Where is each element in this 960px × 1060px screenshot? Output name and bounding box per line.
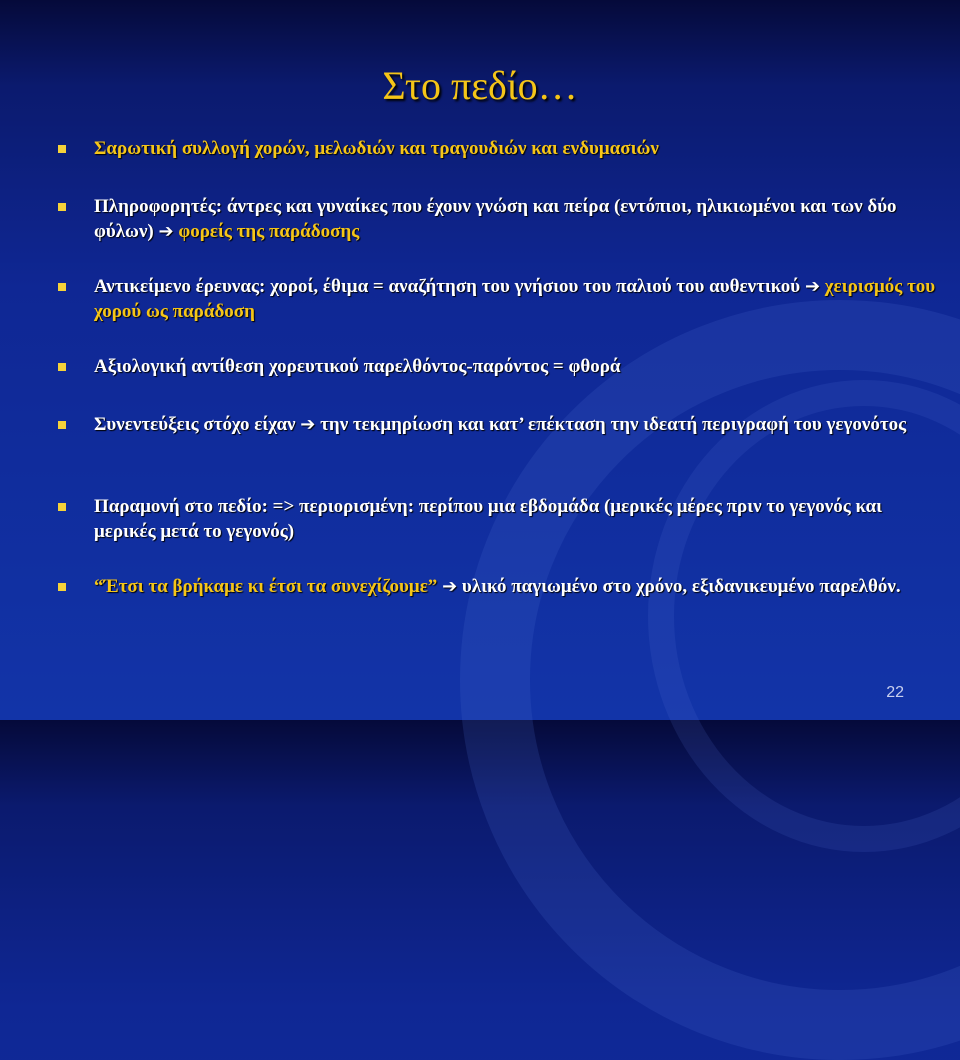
square-bullet-icon (58, 583, 66, 591)
bullet-item (58, 494, 944, 544)
square-bullet-icon (58, 203, 66, 211)
right-arrow-icon: ➔ (804, 276, 821, 297)
bullet-highlight: χειρισμός του χορού ως παράδοση (94, 276, 936, 322)
bullet-item (58, 412, 944, 437)
square-bullet-icon (58, 145, 66, 153)
right-arrow-icon: ➔ (442, 576, 458, 597)
background-swoosh-inner (648, 380, 960, 852)
square-bullet-icon (58, 283, 66, 291)
bullet-text: Αντικείμενο έρευνας: χοροί, έθιμα = αναζήτηση του γνήσιου του παλιού του αυθεντικού (94, 276, 805, 297)
square-bullet-icon (58, 363, 66, 371)
bullet-item (58, 136, 944, 161)
bullet-text: Συνεντεύξεις στόχο είχαν (94, 414, 301, 435)
bullet-highlight: φορείς της παράδοσης (173, 221, 360, 242)
right-arrow-icon: ➔ (300, 414, 316, 435)
bullet-item (58, 274, 944, 324)
bullet-text-cont: υλικό παγιωμένο στο χρόνο, εξιδανικευμένο παρελθόν. (457, 576, 901, 597)
page-number: 22 (886, 684, 904, 701)
slide-title: Στο πεδίο… (382, 63, 578, 108)
bullet-item (58, 354, 944, 379)
bullet-item (58, 574, 944, 599)
bullet-text: Σαρωτική συλλογή χορών, μελωδιών και τραγουδιών και ενδυμασιών (94, 138, 659, 159)
bullet-text-cont: την τεκμηρίωση και κατ’ επέκταση την ιδεατή περιγραφή του γεγονότος (315, 414, 907, 435)
square-bullet-icon (58, 503, 66, 511)
bullet-quote: “Έτσι τα βρήκαμε κι έτσι τα συνεχίζουμε” (94, 576, 443, 597)
right-arrow-icon: ➔ (158, 221, 174, 242)
bullet-item (58, 194, 944, 244)
square-bullet-icon (58, 421, 66, 429)
bullet-text: Πληροφορητές: άντρες και γυναίκες που έχουν γνώση και πείρα (εντόπιοι, ηλικιωμένοι και των δύο φύλων) (94, 196, 897, 242)
bullet-text: Αξιολογική αντίθεση χορευτικού παρελθόντος-παρόντος = φθορά (94, 356, 621, 377)
bullet-text: Παραμονή στο πεδίο: => περιορισμένη: περίπου μια εβδομάδα (μερικές μέρες πριν το γεγονός και μερικές μετά το γεγονός) (94, 496, 882, 542)
